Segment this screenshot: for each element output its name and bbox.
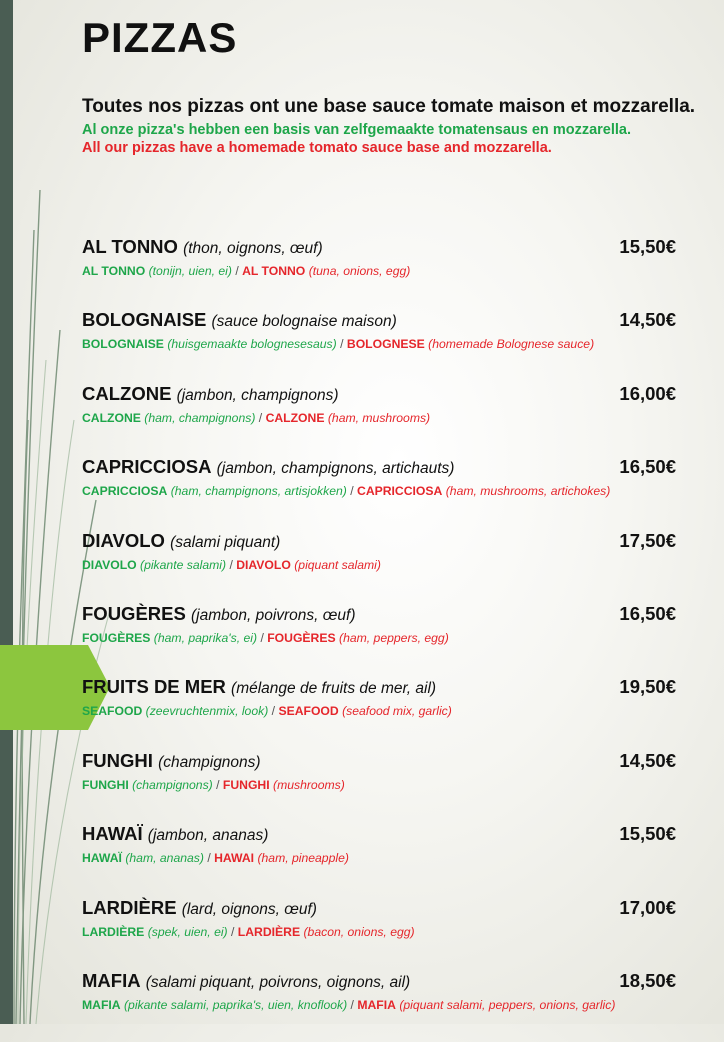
menu-item xyxy=(82,969,694,1042)
item-price: 17,50€ xyxy=(619,529,676,551)
translation-separator: / xyxy=(350,997,354,1012)
item-name-dutch: SEAFOOD xyxy=(82,704,143,719)
item-description-dutch: (pikante salami) xyxy=(140,557,227,572)
page-title: PIZZAS xyxy=(82,14,238,61)
item-description-english: (bacon, onions, egg) xyxy=(303,924,415,939)
item-main-line xyxy=(82,896,694,922)
item-translations xyxy=(82,924,694,941)
item-price: 18,50€ xyxy=(619,969,676,991)
translation-separator: / xyxy=(207,851,211,866)
item-description-english: (seafood mix, garlic) xyxy=(342,704,452,719)
item-name-english: CALZONE xyxy=(265,410,325,425)
item-description-dutch: (tonijn, uien, ei) xyxy=(148,264,232,278)
intro-dutch: Al onze pizza's hebben een basis van zelfgemaakte tomatensaus en mozzarella. xyxy=(82,122,631,138)
item-name: FUNGHI xyxy=(82,749,153,771)
item-translations xyxy=(82,410,694,427)
item-description-dutch: (ham, champignons, artisjokken) xyxy=(170,484,347,499)
item-price: 14,50€ xyxy=(619,749,676,771)
item-main-line xyxy=(82,455,694,481)
translation-separator: / xyxy=(260,630,264,645)
item-description-english: (ham, mushrooms) xyxy=(327,410,431,425)
item-description-english: (piquant salami) xyxy=(294,557,381,572)
translation-separator: / xyxy=(340,337,344,352)
pizza-menu xyxy=(82,235,694,1042)
item-price: 16,00€ xyxy=(619,382,676,404)
item-translations xyxy=(82,483,694,500)
translation-separator: / xyxy=(235,264,239,278)
item-main-line xyxy=(82,529,694,555)
item-description-english: (homemade Bolognese sauce) xyxy=(428,337,595,352)
item-price: 14,50€ xyxy=(619,309,676,331)
menu-item xyxy=(82,896,694,969)
item-name-english: HAWAI xyxy=(214,851,255,866)
item-name: CALZONE xyxy=(82,382,172,404)
item-name-dutch: FUNGHI xyxy=(82,777,129,792)
item-name-dutch: FOUGÈRES xyxy=(82,630,151,645)
item-description-dutch: (pikante salami, paprika's, uien, knoflook) xyxy=(123,997,348,1012)
item-main-line xyxy=(82,382,694,408)
item-name: CAPRICCIOSA xyxy=(82,456,212,478)
item-description: (jambon, champignons) xyxy=(176,386,339,404)
translation-separator: / xyxy=(350,484,354,499)
item-price: 15,50€ xyxy=(619,236,676,257)
item-name: FRUITS DE MER xyxy=(82,676,226,698)
item-name: BOLOGNAISE xyxy=(82,309,207,331)
item-description-dutch: (ham, champignons) xyxy=(144,410,256,425)
item-price: 16,50€ xyxy=(619,602,676,624)
item-translations xyxy=(82,777,694,794)
translation-separator: / xyxy=(216,777,220,792)
item-name-english: BOLOGNESE xyxy=(346,337,425,352)
item-price: 19,50€ xyxy=(619,676,676,698)
item-main-line xyxy=(82,822,694,848)
item-name: DIAVOLO xyxy=(82,529,165,551)
item-price: 16,50€ xyxy=(619,456,676,478)
item-main-line xyxy=(82,969,694,995)
menu-item xyxy=(82,822,694,895)
menu-item xyxy=(82,529,694,602)
menu-item xyxy=(82,602,694,675)
item-name-dutch: HAWAÏ xyxy=(82,851,122,866)
item-description-dutch: (zeevruchtenmix, look) xyxy=(145,704,269,719)
item-translations xyxy=(82,630,694,647)
item-description-dutch: (ham, paprika's, ei) xyxy=(153,630,258,645)
item-description: (jambon, poivrons, œuf) xyxy=(190,606,356,624)
item-description-dutch: (champignons) xyxy=(132,777,213,792)
menu-item xyxy=(82,675,694,748)
item-name-english: SEAFOOD xyxy=(278,704,339,719)
item-name: AL TONNO xyxy=(82,236,178,257)
item-translations xyxy=(82,997,694,1014)
item-name-english: CAPRICCIOSA xyxy=(357,484,443,499)
item-name-english: MAFIA xyxy=(357,997,396,1012)
item-main-line xyxy=(82,235,694,261)
item-description: (jambon, champignons, artichauts) xyxy=(216,460,455,478)
item-description-english: (tuna, onions, egg) xyxy=(308,264,411,278)
item-description-english: (ham, peppers, egg) xyxy=(339,630,449,645)
translation-separator: / xyxy=(231,924,235,939)
item-description: (thon, oignons, œuf) xyxy=(183,240,323,257)
intro xyxy=(82,95,712,157)
intro-french: Toutes nos pizzas ont une base sauce tomate maison et mozzarella. xyxy=(82,96,696,117)
item-translations xyxy=(82,336,694,353)
item-description-english: (piquant salami, peppers, onions, garlic) xyxy=(399,997,616,1012)
menu-item xyxy=(82,455,694,528)
menu-item xyxy=(82,308,694,381)
menu-item xyxy=(82,235,694,308)
item-name-english: DIAVOLO xyxy=(236,557,291,572)
item-main-line xyxy=(82,602,694,628)
item-name-dutch: MAFIA xyxy=(82,997,121,1012)
item-name-english: FOUGÈRES xyxy=(267,630,336,645)
item-name-dutch: CALZONE xyxy=(82,410,141,425)
item-description: (salami piquant) xyxy=(170,533,281,551)
item-name-dutch: CAPRICCIOSA xyxy=(82,484,168,499)
item-description-english: (ham, pineapple) xyxy=(257,851,349,866)
item-name: MAFIA xyxy=(82,969,141,991)
menu-item xyxy=(82,749,694,822)
item-translations xyxy=(82,850,694,867)
item-name: LARDIÈRE xyxy=(82,896,177,918)
item-translations xyxy=(82,263,694,280)
item-name-english: LARDIÈRE xyxy=(237,924,301,939)
item-name-english: AL TONNO xyxy=(242,264,306,278)
item-description: (jambon, ananas) xyxy=(147,827,269,845)
item-description: (salami piquant, poivrons, oignons, ail) xyxy=(145,973,411,991)
item-main-line xyxy=(82,675,694,701)
item-price: 15,50€ xyxy=(619,823,676,845)
item-name-dutch: LARDIÈRE xyxy=(82,924,145,939)
item-name-dutch: DIAVOLO xyxy=(82,557,137,572)
item-description-english: (mushrooms) xyxy=(273,777,345,792)
item-description: (mélange de fruits de mer, ail) xyxy=(231,680,437,698)
item-description: (lard, oignons, œuf) xyxy=(181,900,317,918)
item-description-dutch: (spek, uien, ei) xyxy=(147,924,228,939)
item-main-line xyxy=(82,749,694,775)
menu-item xyxy=(82,382,694,455)
item-name: HAWAÏ xyxy=(82,823,143,845)
translation-separator: / xyxy=(271,704,276,719)
translation-separator: / xyxy=(258,410,263,425)
item-name: FOUGÈRES xyxy=(82,602,186,624)
item-name-dutch: AL TONNO xyxy=(82,264,146,278)
item-price: 17,00€ xyxy=(619,896,676,918)
item-description: (champignons) xyxy=(158,753,261,771)
item-translations xyxy=(82,557,694,574)
item-description-english: (ham, mushrooms, artichokes) xyxy=(445,484,611,499)
item-description-dutch: (ham, ananas) xyxy=(125,851,204,866)
item-description: (sauce bolognaise maison) xyxy=(211,313,397,331)
item-description-dutch: (huisgemaakte bolognesesaus) xyxy=(167,337,337,352)
item-translations xyxy=(82,703,694,720)
item-name-dutch: BOLOGNAISE xyxy=(82,337,164,352)
item-name-english: FUNGHI xyxy=(222,777,270,792)
translation-separator: / xyxy=(229,557,233,572)
item-main-line xyxy=(82,308,694,334)
intro-english: All our pizzas have a homemade tomato sauce base and mozzarella. xyxy=(82,140,552,156)
